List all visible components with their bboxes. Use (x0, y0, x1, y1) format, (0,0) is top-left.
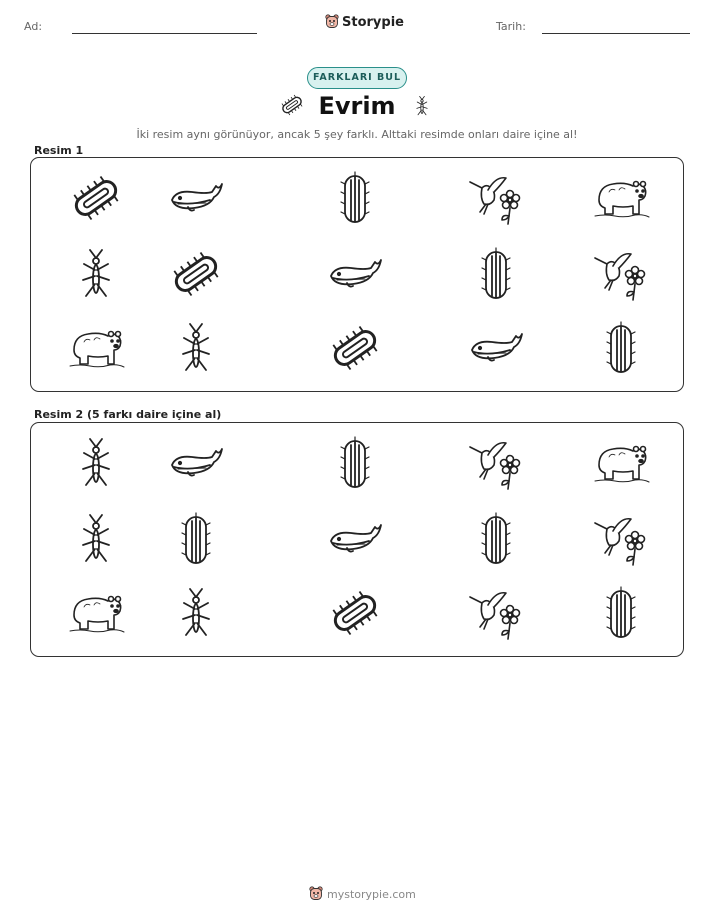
picture2-cell[interactable] (591, 511, 651, 567)
picture1-cell (591, 170, 651, 226)
footer (309, 886, 416, 902)
picture1-cell (325, 320, 385, 376)
picture2-label: Resim 2 (5 farkı daire içine al) (34, 408, 222, 421)
name-line[interactable] (72, 33, 257, 34)
insect-icon (410, 92, 434, 120)
hummingbird-icon (591, 511, 651, 567)
picture1-cell (66, 320, 126, 376)
whale-icon (166, 170, 226, 226)
cactus-icon (325, 435, 385, 491)
bear-mascot-icon (309, 886, 323, 902)
insect-icon (66, 246, 126, 302)
picture1-cell (166, 320, 226, 376)
polar-bear-icon (591, 435, 651, 491)
bacteria-icon (66, 170, 126, 226)
picture1-cell (591, 320, 651, 376)
page-title: Evrim (318, 92, 396, 120)
picture2-cell[interactable] (66, 511, 126, 567)
picture2-cell[interactable] (166, 511, 226, 567)
date-line[interactable] (542, 33, 690, 34)
whale-icon (466, 320, 526, 376)
picture1-cell (591, 246, 651, 302)
cactus-icon (325, 170, 385, 226)
instructions: İki resim aynı görünüyor, ancak 5 şey farklı. Alttaki resimde onları daire içine al! (136, 128, 578, 141)
footer-url: mystorypie.com (327, 887, 416, 901)
find-differences-badge: FARKLARI BUL (307, 67, 407, 89)
hummingbird-icon (466, 435, 526, 491)
picture2-cell[interactable] (591, 435, 651, 491)
picture2-cell[interactable] (166, 435, 226, 491)
picture1-cell (466, 246, 526, 302)
name-label: Ad: (24, 20, 43, 33)
cactus-icon (466, 246, 526, 302)
picture1-label: Resim 1 (34, 144, 84, 157)
picture1-cell (466, 170, 526, 226)
picture2-cell[interactable] (325, 585, 385, 641)
picture1-cell (166, 246, 226, 302)
insect-icon (166, 585, 226, 641)
picture2-panel[interactable] (30, 422, 684, 657)
picture1-cell (66, 170, 126, 226)
whale-icon (166, 435, 226, 491)
picture2-cell[interactable] (166, 585, 226, 641)
picture1-cell (466, 320, 526, 376)
picture2-cell[interactable] (591, 585, 651, 641)
date-label: Tarih: (496, 20, 526, 33)
picture1-cell (325, 170, 385, 226)
bacteria-icon (325, 585, 385, 641)
bacteria-icon (166, 246, 226, 302)
hummingbird-icon (591, 246, 651, 302)
picture2-cell[interactable] (466, 435, 526, 491)
picture1-cell (325, 246, 385, 302)
insect-icon (66, 511, 126, 567)
brand-logo (325, 14, 404, 30)
cactus-icon (166, 511, 226, 567)
picture1-cell (66, 246, 126, 302)
whale-icon (325, 246, 385, 302)
polar-bear-icon (66, 585, 126, 641)
hummingbird-icon (466, 585, 526, 641)
hummingbird-icon (466, 170, 526, 226)
picture2-cell[interactable] (325, 435, 385, 491)
insect-icon (166, 320, 226, 376)
polar-bear-icon (66, 320, 126, 376)
cactus-icon (466, 511, 526, 567)
brand-name: Storypie (342, 14, 404, 30)
picture2-cell[interactable] (466, 585, 526, 641)
cactus-icon (591, 320, 651, 376)
bear-mascot-icon (325, 14, 339, 30)
picture1-cell (166, 170, 226, 226)
picture2-cell[interactable] (66, 585, 126, 641)
picture2-cell[interactable] (325, 511, 385, 567)
picture2-cell[interactable] (66, 435, 126, 491)
picture2-cell[interactable] (466, 511, 526, 567)
bacteria-icon (325, 320, 385, 376)
picture1-panel (30, 157, 684, 392)
insect-icon (66, 435, 126, 491)
polar-bear-icon (591, 170, 651, 226)
whale-icon (325, 511, 385, 567)
cactus-icon (591, 585, 651, 641)
